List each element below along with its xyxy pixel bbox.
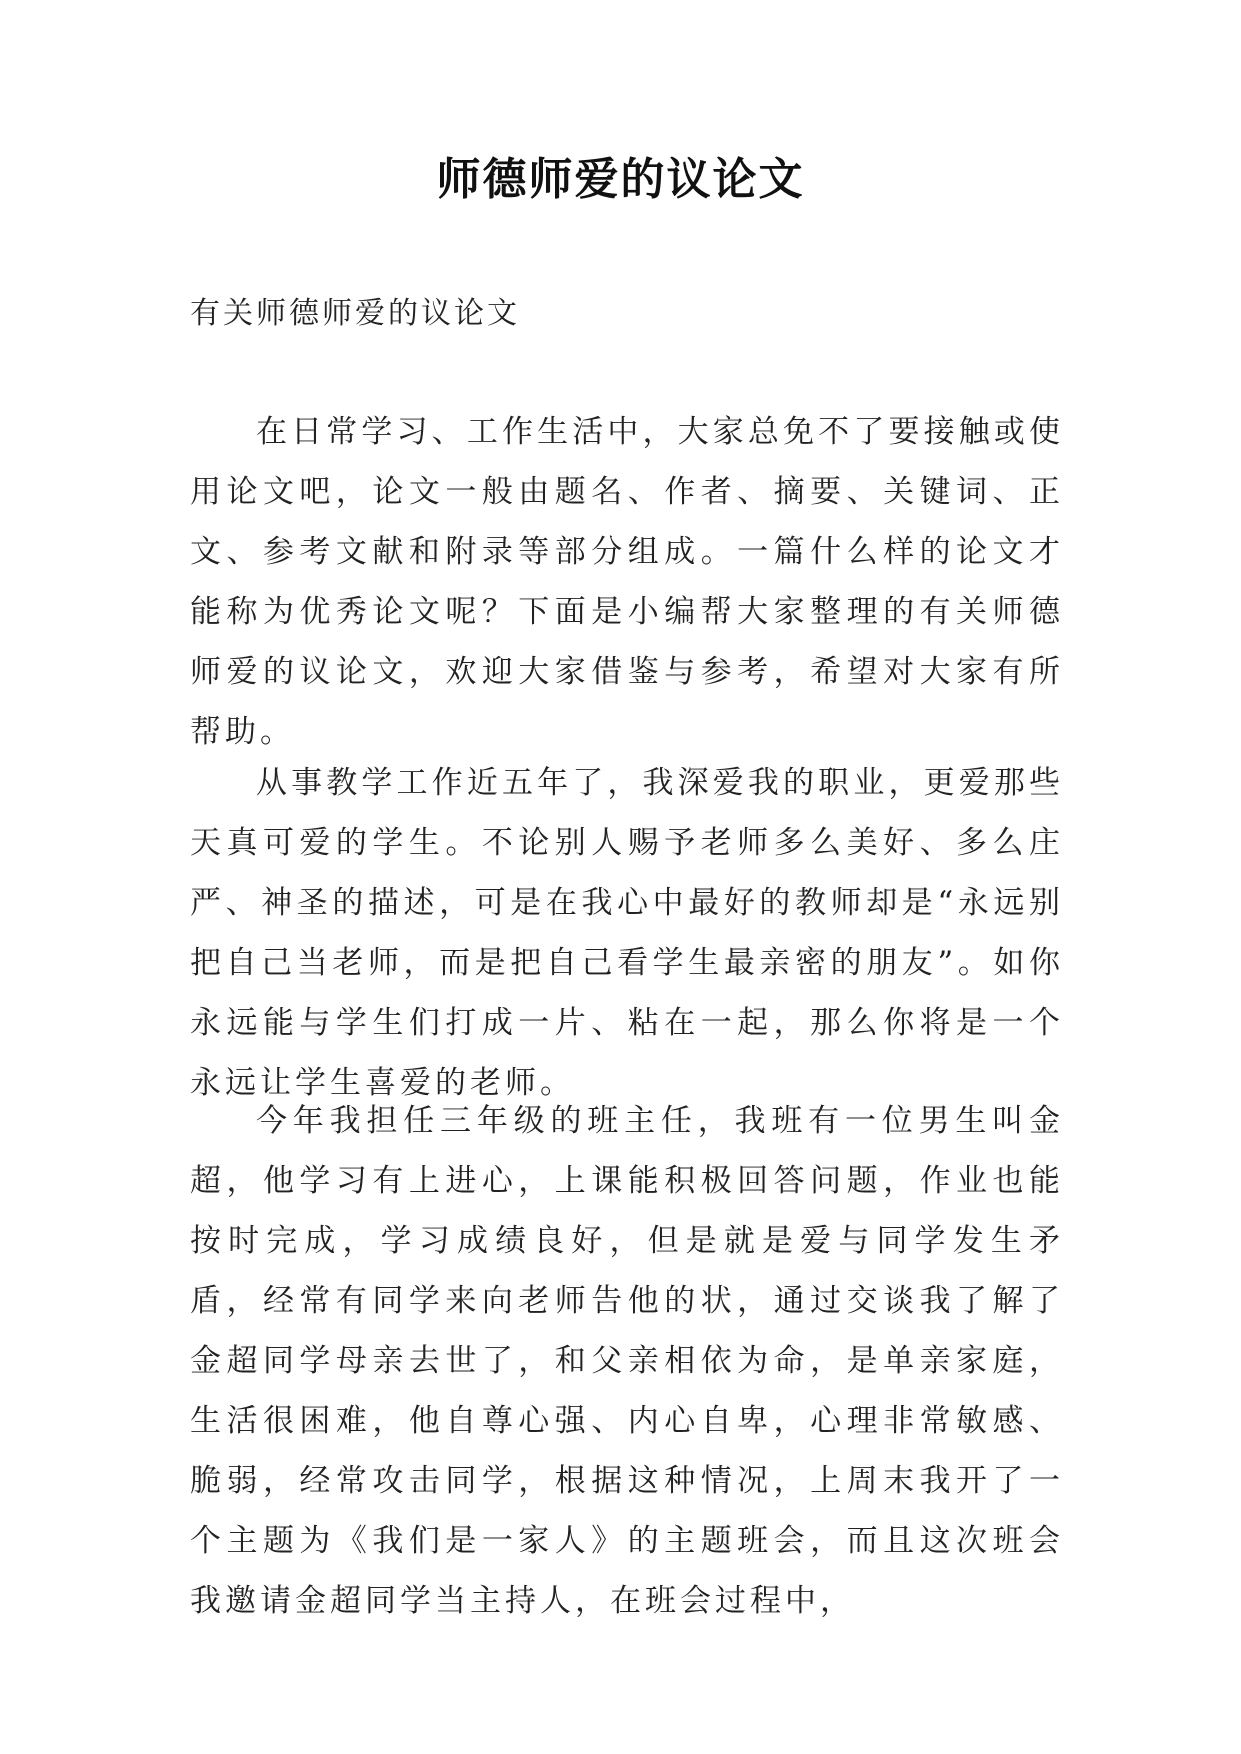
document-title: 师德师爱的议论文 <box>436 154 805 205</box>
paragraph-intro: 在日常学习、工作生活中，大家总免不了要接触或使用论文吧，论文一般由题名、作者、摘要、关键词、正文、参考文献和附录等部分组成。一篇什么样的论文才能称为优秀论文呢？下面是小编帮大家整理的有关师德师爱的议论文，欢迎大家借鉴与参考，希望对大家有所帮助。 <box>190 414 1064 750</box>
document-subtitle: 有关师德师爱的议论文 <box>190 296 520 331</box>
paragraph-class-story: 今年我担任三年级的班主任，我班有一位男生叫金超，他学习有上进心，上课能积极回答问题，作业也能按时完成，学习成绩良好，但是就是爱与同学发生矛盾，经常有同学来向老师告他的状，通过交谈我了解了金超同学母亲去世了，和父亲相依为命，是单亲家庭，生活很困难，他自尊心强、内心自卑，心理非常敏感、脆弱，经常攻击同学，根据这种情况，上周末我开了一个主题为《我们是一家人》的主题班会，而且这次班会我邀请金超同学当主持人，在班会过程中， <box>190 1103 1064 1619</box>
paragraph-teaching: 从事教学工作近五年了，我深爱我的职业，更爱那些天真可爱的学生。不论别人赐予老师多么美好、多么庄严、神圣的描述，可是在我心中最好的教师却是“永远别把自己当老师，而是把自己看学生最亲密的朋友”。如你永远能与学生们打成一片、粘在一起，那么你将是一个永远让学生喜爱的老师。 <box>190 765 1064 1101</box>
